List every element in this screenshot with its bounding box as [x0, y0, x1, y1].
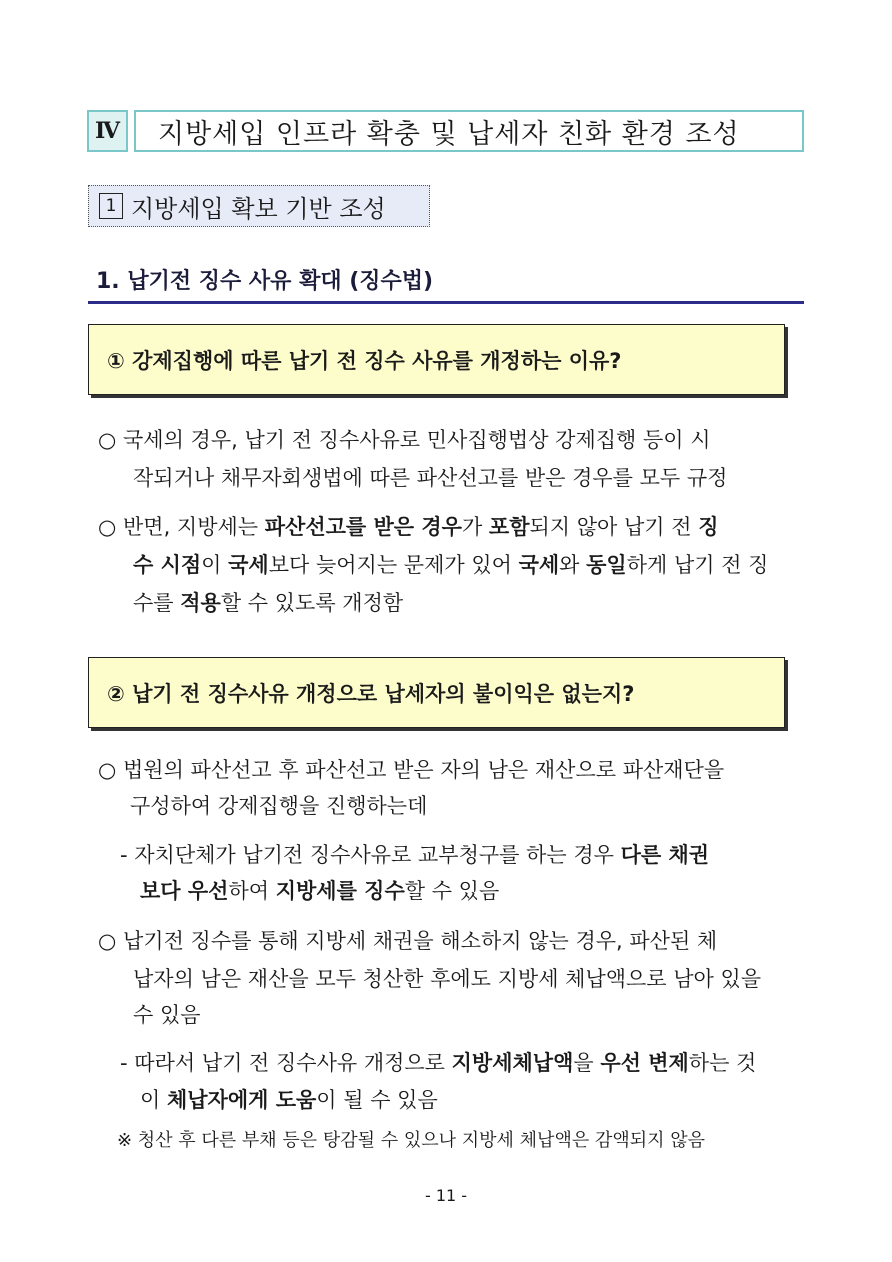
q1-paragraph-2-line-2: 수 시점이 국세보다 늦어지는 문제가 있어 국세와 동일하게 납기 전 징 — [133, 553, 769, 577]
heading-rule — [88, 301, 804, 304]
question-1-text: ① 강제집행에 따른 납기 전 징수 사유를 개정하는 이유? — [107, 348, 622, 373]
q2-paragraph-2-line-2: 납자의 남은 재산을 모두 청산한 후에도 지방세 체납액으로 남아 있을 — [133, 967, 762, 991]
q2-dash-2-line-2: 이 체납자에게 도움이 될 수 있음 — [140, 1088, 438, 1112]
q2-paragraph-1-line-1: ○ 법원의 파산선고 후 파산선고 받은 자의 남은 재산으로 파산재단을 — [98, 758, 725, 782]
q2-paragraph-2-line-3: 수 있음 — [133, 1003, 201, 1027]
question-box-2 — [88, 657, 785, 728]
q2-paragraph-1-line-2: 구성하여 강제집행을 진행하는데 — [130, 794, 428, 818]
q1-paragraph-2-line-3: 수를 적용할 수 있도록 개정함 — [133, 591, 404, 615]
q2-dash-1-line-1: - 자치단체가 납기전 징수사유로 교부청구를 하는 경우 다른 채권 — [120, 843, 710, 867]
q2-dash-1-line-2: 보다 우선하여 지방세를 징수할 수 있음 — [140, 879, 500, 903]
footnote: ※ 청산 후 다른 부채 등은 탕감될 수 있으나 지방세 체납액은 감액되지 않음 — [117, 1130, 705, 1151]
q2-paragraph-2-line-1: ○ 납기전 징수를 통해 지방세 채권을 해소하지 않는 경우, 파산된 체 — [98, 929, 718, 953]
section-title: 지방세입 인프라 확충 및 납세자 친화 환경 조성 — [134, 110, 804, 152]
q1-paragraph-1-line-1: ○ 국세의 경우, 납기 전 징수사유로 민사집행법상 강제집행 등이 시 — [98, 428, 711, 452]
q1-paragraph-1-line-2: 작되거나 채무자회생법에 따른 파산선고를 받은 경우를 모두 규정 — [133, 466, 728, 490]
page-number: - 11 - — [424, 1186, 468, 1205]
q1-paragraph-2-line-1: ○ 반면, 지방세는 파산선고를 받은 경우가 포함되지 않아 납기 전 징 — [98, 515, 719, 539]
question-2-text: ② 납기 전 징수사유 개정으로 납세자의 불이익은 없는지? — [107, 681, 635, 706]
subsection-title: 지방세입 확보 기반 조성 — [131, 194, 386, 223]
q2-dash-2-line-1: - 따라서 납기 전 징수사유 개정으로 지방세체납액을 우선 변제하는 것 — [120, 1051, 757, 1075]
subsection-box — [88, 185, 430, 227]
question-box-1 — [88, 324, 785, 395]
subsection-number: 1 — [99, 193, 123, 219]
section-number: Ⅳ — [87, 110, 128, 152]
heading-title: 1. 납기전 징수 사유 확대 (징수법) — [96, 269, 434, 294]
